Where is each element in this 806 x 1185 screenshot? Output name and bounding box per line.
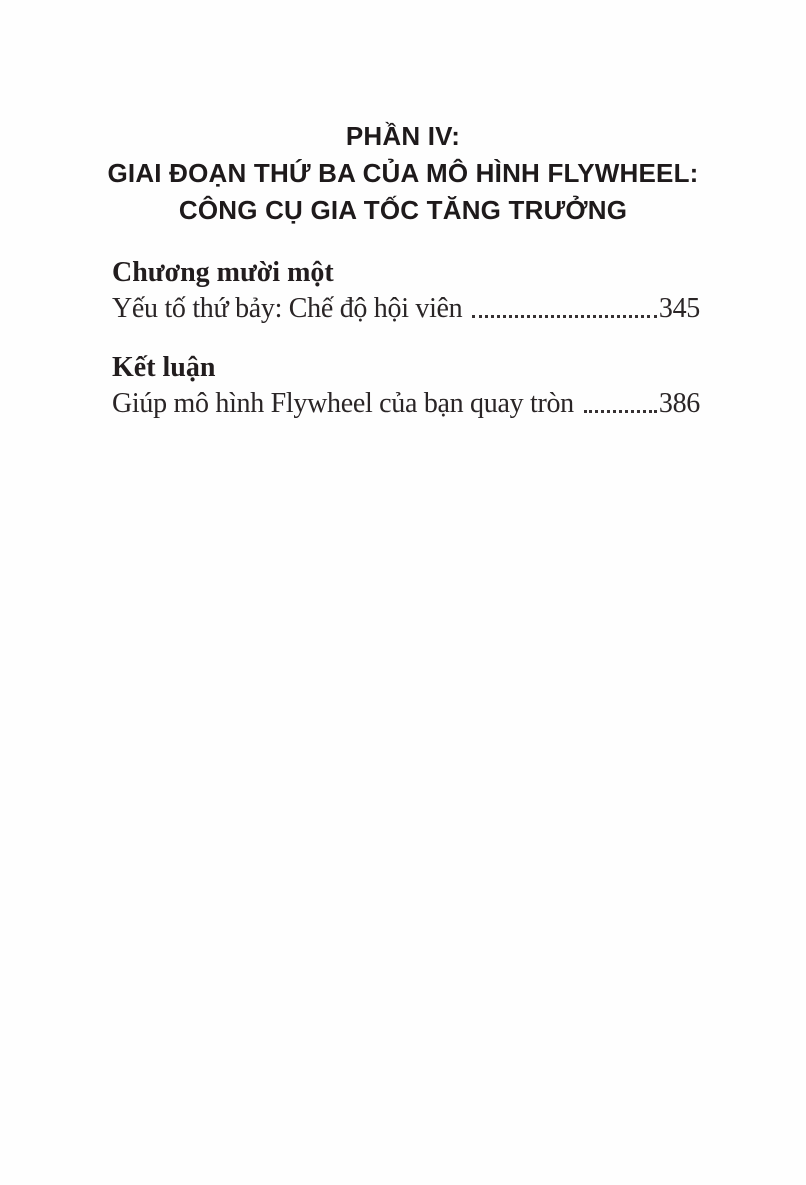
table-of-contents [112, 255, 700, 422]
dot-leader [472, 315, 657, 318]
part-heading-line3: CÔNG CỤ GIA TỐC TĂNG TRƯỞNG [178, 195, 628, 225]
toc-entry-conclusion [112, 350, 700, 422]
toc-entry-chapter-eleven [112, 255, 700, 327]
entry-page-number: 345 [658, 293, 700, 324]
chapter-label: Kết luận [112, 352, 216, 383]
part-heading-line1: PHẦN IV: [345, 121, 461, 151]
dot-leader [584, 410, 657, 413]
entry-title: Yếu tố thứ bảy: Chế độ hội viên [112, 293, 463, 324]
entry-page-number: 386 [658, 388, 700, 419]
toc-entry-line [112, 291, 700, 327]
toc-entry-line [112, 386, 700, 422]
part-heading-line2: GIAI ĐOẠN THỨ BA CỦA MÔ HÌNH FLYWHEEL: [107, 158, 699, 188]
entry-title: Giúp mô hình Flywheel của bạn quay tròn [112, 388, 574, 419]
part-heading [0, 118, 806, 229]
chapter-label: Chương mười một [112, 257, 334, 288]
